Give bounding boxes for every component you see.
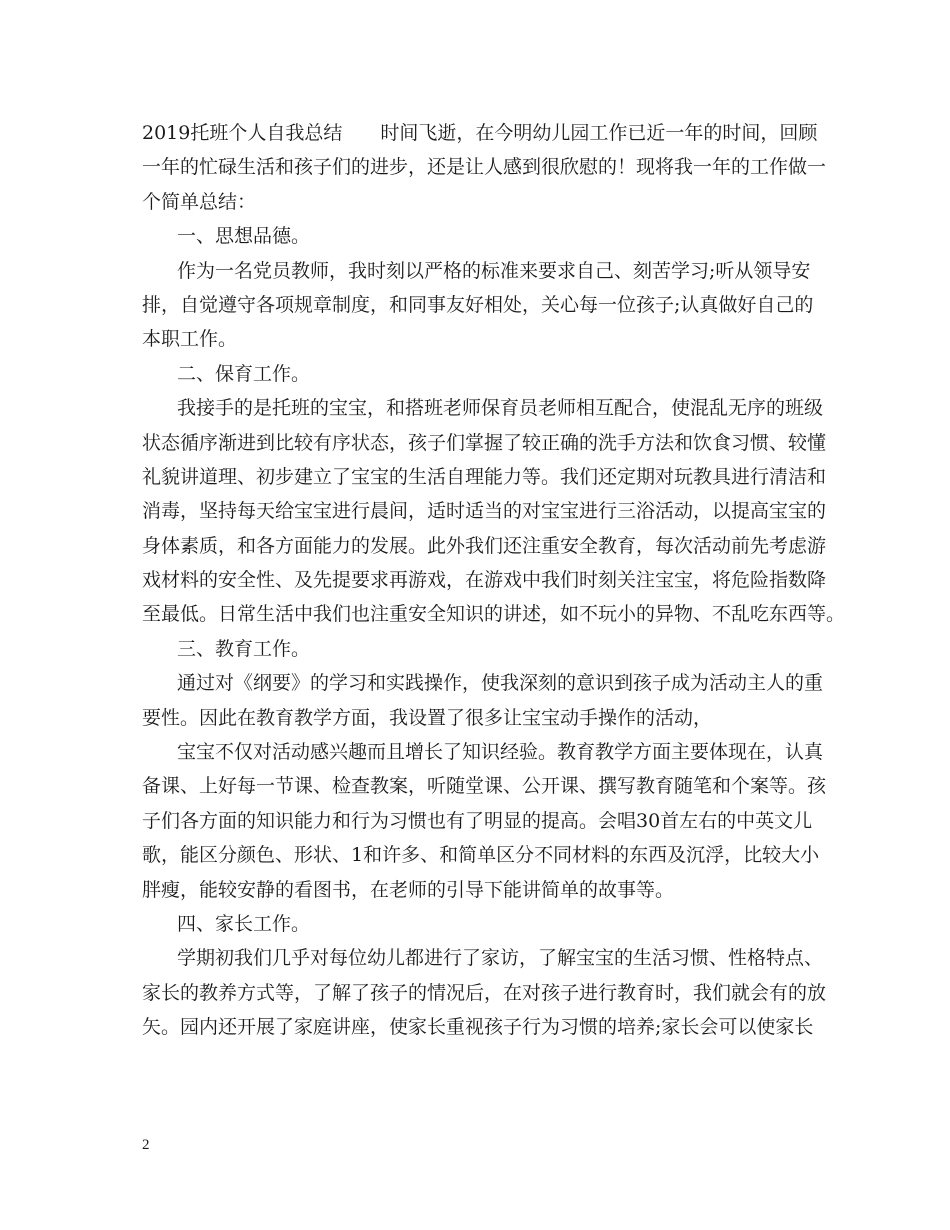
document-body bbox=[142, 116, 846, 1045]
document-title: 2019托班个人自我总结 bbox=[142, 122, 343, 144]
paragraph-line: 礼貌讲道理、初步建立了宝宝的生活自理能力等。我们还定期对玩教具进行清洁和 bbox=[142, 465, 827, 488]
paragraph-line: 备课、上好每一节课、检查教案，听随堂课、公开课、撰写教育随笔和个案等。孩 bbox=[142, 775, 827, 798]
section-heading: 四、家长工作。 bbox=[177, 912, 311, 935]
paragraph-line: 家长的教养方式等，了解了孩子的情况后，在对孩子进行教育时，我们就会有的放 bbox=[142, 981, 827, 1004]
section-heading: 一、思想品德。 bbox=[177, 225, 311, 248]
paragraph-line: 一年的忙碌生活和孩子们的进步，还是让人感到很欣慰的！现将我一年的工作做一 bbox=[142, 156, 827, 179]
paragraph-line: 排，自觉遵守各项规章制度，和同事友好相处，关心每一位孩子;认真做好自己的 bbox=[142, 293, 814, 316]
paragraph-line: 作为一名党员教师，我时刻以严格的标准来要求自己、刻苦学习;听从领导安 bbox=[177, 259, 811, 282]
paragraph-line: 我接手的是托班的宝宝，和搭班老师保育员老师相互配合，使混乱无序的班级 bbox=[177, 397, 824, 420]
section-heading: 二、保育工作。 bbox=[177, 362, 311, 385]
paragraph-line: 时间飞逝，在今明幼儿园工作已近一年的时间，回顾 bbox=[380, 122, 818, 144]
paragraph-line: 个简单总结： bbox=[142, 190, 257, 213]
paragraph-line: 身体素质，和各方面能力的发展。此外我们还注重安全教育，每次活动前先考虑游 bbox=[142, 534, 827, 557]
title-line bbox=[142, 116, 832, 150]
paragraph-line: 通过对《纲要》的学习和实践操作，使我深刻的意识到孩子成为活动主人的重 bbox=[177, 672, 824, 695]
paragraph-line: 本职工作。 bbox=[142, 328, 238, 351]
paragraph-line: 歌，能区分颜色、形状、1和许多、和简单区分不同材料的东西及沉浮，比较大小 bbox=[142, 844, 820, 867]
paragraph-line: 消毒，坚持每天给宝宝进行晨间，适时适当的对宝宝进行三浴活动，以提高宝宝的 bbox=[142, 500, 827, 523]
section-heading: 三、教育工作。 bbox=[177, 637, 311, 660]
paragraph-line: 学期初我们几乎对每位幼儿都进行了家访，了解宝宝的生活习惯、性格特点、 bbox=[177, 947, 824, 970]
paragraph-line: 子们各方面的知识能力和行为习惯也有了明显的提高。会唱30首左右的中英文儿 bbox=[142, 809, 813, 832]
page-number: 2 bbox=[142, 1137, 150, 1153]
paragraph-line: 状态循序渐进到比较有序状态，孩子们掌握了较正确的洗手方法和饮食习惯、较懂 bbox=[142, 431, 827, 454]
paragraph-line: 要性。因此在教育教学方面，我设置了很多让宝宝动手操作的活动， bbox=[142, 706, 713, 729]
paragraph-line: 至最低。日常生活中我们也注重安全知识的讲述，如不玩小的异物、不乱吃东西等。 bbox=[142, 603, 846, 626]
paragraph-line: 矢。园内还开展了家庭讲座，使家长重视孩子行为习惯的培养;家长会可以使家长 bbox=[142, 1016, 814, 1039]
paragraph-line: 胖瘦，能较安静的看图书，在老师的引导下能讲简单的故事等。 bbox=[142, 878, 675, 901]
paragraph-line: 戏材料的安全性、及先提要求再游戏，在游戏中我们时刻关注宝宝，将危险指数降 bbox=[142, 569, 827, 592]
paragraph-line: 宝宝不仅对活动感兴趣而且增长了知识经验。教育教学方面主要体现在，认真 bbox=[177, 741, 824, 764]
